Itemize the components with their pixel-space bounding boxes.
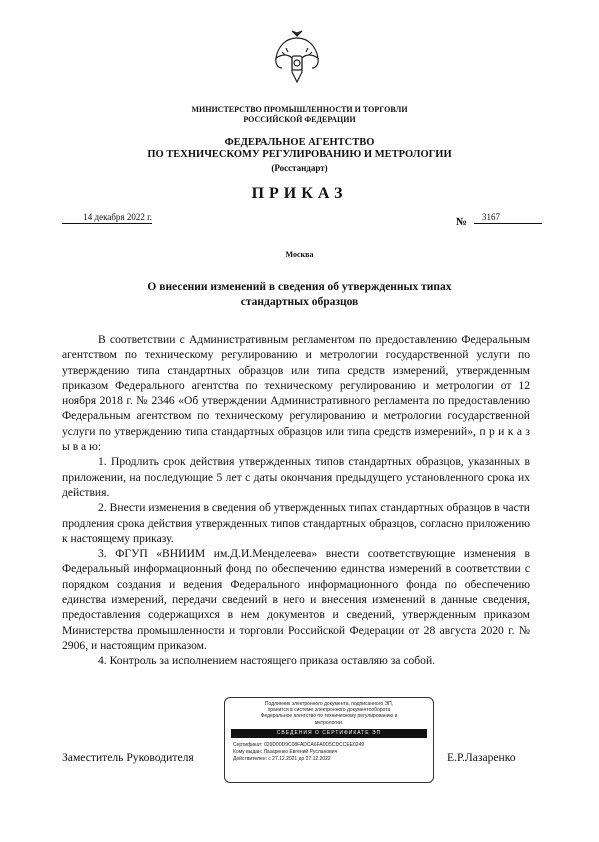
number-sign: № <box>456 216 468 228</box>
agency-name <box>0 137 599 161</box>
ministry-line-2: РОССИЙСКОЙ ФЕДЕРАЦИИ <box>243 115 356 124</box>
coat-of-arms-icon <box>272 28 322 86</box>
order-body <box>62 332 530 669</box>
order-title-line-1: О внесении изменений в сведения об утвержденных типах <box>147 281 452 293</box>
stamp-header-line-4: метрологии. <box>314 719 344 726</box>
stamp-header-line-1: Подлинник электронного документа, подписанного ЭП, <box>264 701 394 707</box>
ministry-name <box>0 105 599 125</box>
paragraph-item-3: 3. ФГУП «ВНИИМ им.Д.И.Менделеева» внести соответствующие изменения в Федеральный информационный фонд по обеспечению единства измерений в соответствии с порядком создания и ведения Федерального информационного фонда по обеспечению единства измерений, передачи сведений в него и внесения изменений в данные сведения, предоставления содержащихся в нем документов и сведений, утвержденным приказом Министерства промышленности и торговли Российской Федерации от 28 августа 2020 г. № 2906, и настоящим приказом. <box>62 547 530 652</box>
order-number: 3167 <box>474 212 542 224</box>
paragraph-item-2: 2. Внести изменения в сведения об утвержденных типах стандартных образцов в части продления срока действия утвержденных типов стандартных образцов, согласно приложению к настоящему приказу. <box>62 501 530 545</box>
order-title <box>120 280 479 310</box>
stamp-header <box>225 698 433 726</box>
order-date: 14 декабря 2022 г. <box>62 212 152 224</box>
agency-short-name: (Росстандарт) <box>271 163 328 173</box>
order-title-line-2: стандартных образцов <box>240 296 359 308</box>
electronic-signature-stamp <box>224 697 434 783</box>
paragraph-item-4: 4. Контроль за исполнением настоящего приказа оставляю за собой. <box>98 654 436 668</box>
stamp-certificate-owner: Кому выдан: Лазаренко Евгений Русланович <box>233 748 338 755</box>
paragraph-preamble: В соответствии с Административным регламентом по предоставлению Федеральным агентством по техническому регулированию и метрологии государственной услуги по утверждению типа стандартных образцов или типа средств измерений, утвержденным приказом Федерального агентства по техническому регулированию и метрологии от 12 ноября 2018 г. № 2346 «Об утверждении Административного регламента по предоставлению Федеральным агентством по техническому регулированию и метрологии государственной услуги по утверждению типа стандартных образцов или типа средств измерений», п р и к а з ы в а ю: <box>62 333 530 454</box>
paragraph-item-1: 1. Продлить срок действия утвержденных типов стандартных образцов, указанных в приложении, на последующие 5 лет с даты окончания предыдущего установленного срока их действия. <box>62 455 530 499</box>
document-type: ПРИКАЗ <box>251 185 348 202</box>
agency-line-1: ФЕДЕРАЛЬНОЕ АГЕНТСТВО <box>224 137 375 148</box>
stamp-certificate-validity: Действителен: с 27.12.2021 до 27.12.2022 <box>233 755 331 762</box>
stamp-certificate-id: Сертификат: 029D00D9C08FADCA6FA0D5CDCCEE0249 <box>233 741 365 748</box>
ministry-line-1: МИНИСТЕРСТВО ПРОМЫШЛЕННОСТИ И ТОРГОВЛИ <box>191 105 408 114</box>
agency-line-2: ПО ТЕХНИЧЕСКОМУ РЕГУЛИРОВАНИЮ И МЕТРОЛОГИИ <box>147 149 452 160</box>
signatory-name: Е.Р.Лазаренко <box>447 751 516 764</box>
stamp-header-line-3: Федеральное агентство по техническому регулированию и <box>260 713 398 720</box>
stamp-certificate-info <box>225 738 433 763</box>
stamp-header-line-2: хранится в системе электронного документооборота <box>267 707 391 714</box>
city: Москва <box>285 250 314 259</box>
signatory-position: Заместитель Руководителя <box>62 751 194 764</box>
stamp-certificate-bar: СВЕДЕНИЯ О СЕРТИФИКАТЕ ЭП <box>231 729 427 738</box>
